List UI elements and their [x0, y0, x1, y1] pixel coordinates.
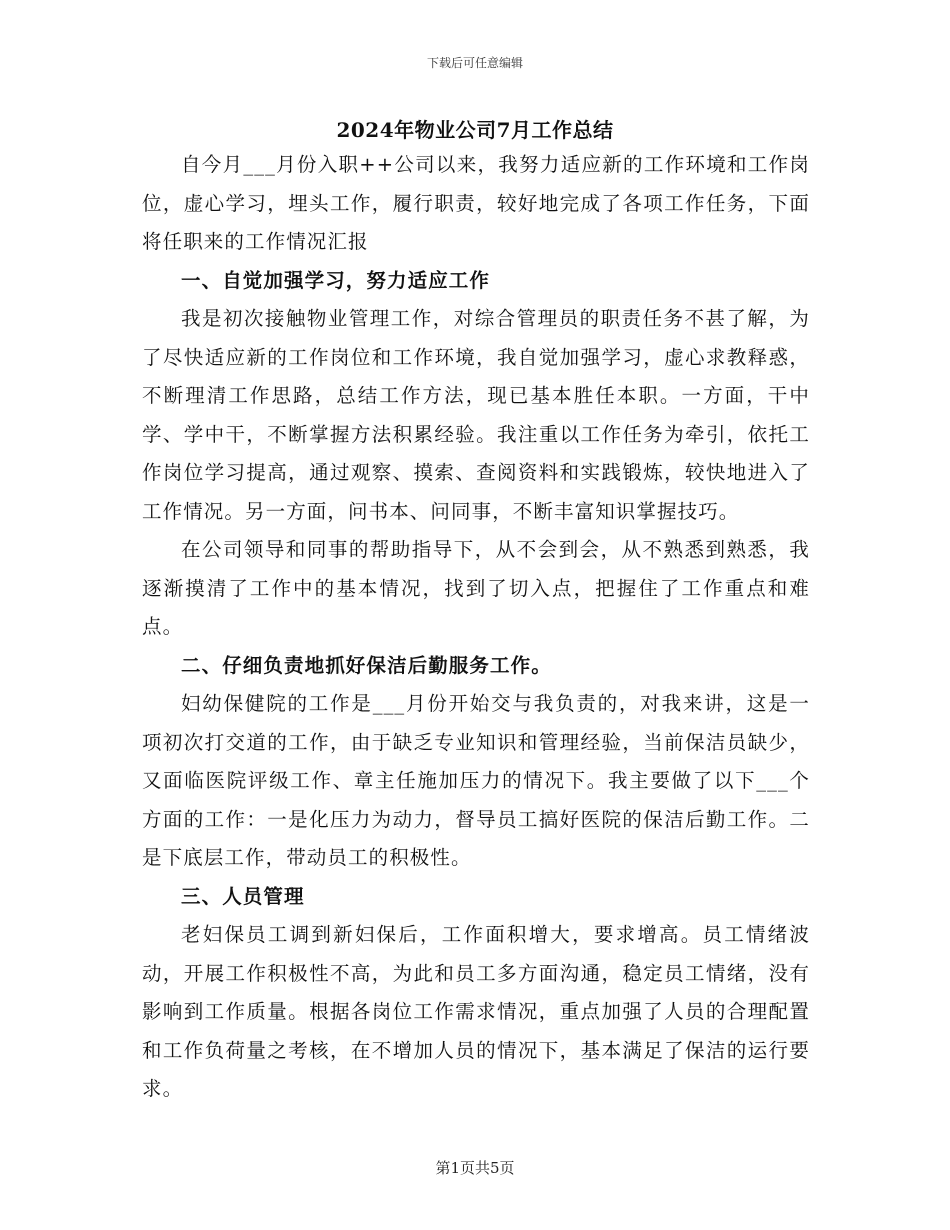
document-title: 2024年物业公司7月工作总结: [336, 118, 614, 142]
document-body: [142, 146, 810, 1109]
section-1-heading: 一、自觉加强学习，努力适应工作: [181, 268, 491, 292]
intro-paragraph: 自今月___月份入职++公司以来，我努力适应新的工作环境和工作岗位，虚心学习，埋头工作，履行职责，较好地完成了各项工作任务，下面将任职来的工作情况汇报: [142, 153, 810, 253]
section-1-paragraph-2: 在公司领导和同事的帮助指导下，从不会到会，从不熟悉到熟悉，我逐渐摸清了工作中的基本情况，找到了切入点，把握住了工作重点和难点。: [142, 538, 810, 638]
section-3-paragraph-1: 老妇保员工调到新妇保后，工作面积增大，要求增高。员工情绪波动，开展工作积极性不高，为此和员工多方面沟通，稳定员工情绪，没有影响到工作质量。根据各岗位工作需求情况，重点加强了人员的合理配置和工作负荷量之考核，在不增加人员的情况下，基本满足了保洁的运行要求。: [142, 923, 810, 1100]
page-number-footer: 第1页共5页: [435, 1159, 515, 1177]
page-header: 下载后可任意编辑: [426, 56, 523, 70]
section-2-paragraph-1: 妇幼保健院的工作是___月份开始交与我负责的，对我来讲，这是一项初次打交道的工作，由于缺乏专业知识和管理经验，当前保洁员缺少，又面临医院评级工作、章主任施加压力的情况下。我主要做了以下___个方面的工作：一是化压力为动力，督导员工搞好医院的保洁后勤工作。二是下底层工作，带动员工的积极性。: [142, 692, 810, 869]
section-3-heading: 三、人员管理: [181, 884, 305, 908]
section-2-heading: 二、仔细负责地抓好保洁后勤服务工作。: [181, 653, 552, 677]
section-1-paragraph-1: 我是初次接触物业管理工作，对综合管理员的职责任务不甚了解，为了尽快适应新的工作岗位和工作环境，我自觉加强学习，虚心求教释惑，不断理清工作思路，总结工作方法，现已基本胜任本职。一方面，干中学、学中干，不断掌握方法积累经验。我注重以工作任务为牵引，依托工作岗位学习提高，通过观察、摸索、查阅资料和实践锻炼，较快地进入了工作情况。另一方面，问书本、问同事，不断丰富知识掌握技巧。: [142, 307, 810, 523]
